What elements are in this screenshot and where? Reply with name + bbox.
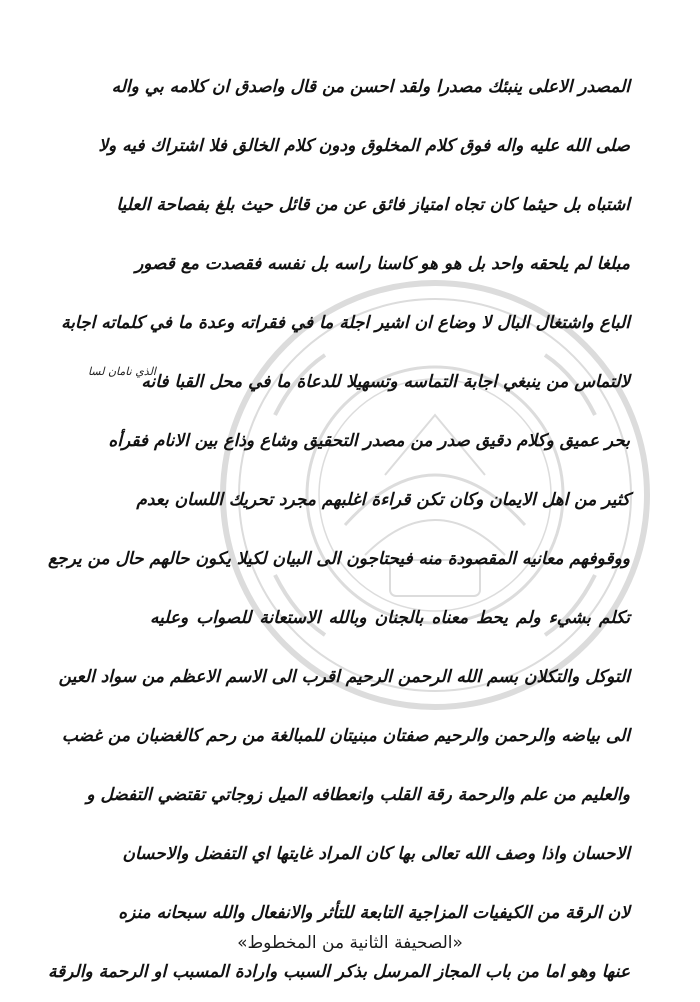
margin-note: الذي نامان لسا: [87, 365, 156, 378]
manuscript-line: الى بياضه والرحمن والرحيم صفتان مبنيتان للمبالغة من رحم كالغضبان من غضب: [61, 726, 630, 746]
manuscript-line: الاحسان واذا وصف الله تعالى بها كان المراد غايتها اي التفضل والاحسان: [122, 844, 630, 864]
manuscript-line: عنها وهو اما من باب المجاز المرسل بذكر السبب وارادة المسبب او الرحمة والرقة: [48, 962, 630, 982]
manuscript-line: كثير من اهل الايمان وكان تكن قراءة اغلبهم مجرد تحريك اللسان بعدم: [136, 490, 630, 510]
manuscript-line: صلى الله عليه واله فوق كلام المخلوق ودون كلام الخالق فلا اشتراك فيه ولا: [98, 136, 630, 156]
manuscript-line: الباع واشتغال البال لا وضاع ان اشير اجلة ما في فقراته وعدة ما في كلماته اجابة: [61, 313, 630, 333]
manuscript-line: ووقوفهم معانيه المقصودة منه فيحتاجون الى البيان لكيلا يكون حالهم حال من يرجع: [48, 549, 630, 569]
manuscript-line: المصدر الاعلى ينبئك مصدرا ولقد احسن من قال واصدق ان كلامه بي واله: [111, 77, 630, 97]
manuscript-line: والعليم من علم والرحمة رقة القلب وانعطافه الميل زوجاتي تقتضي التفضل و: [86, 785, 630, 805]
manuscript-line: التوكل والتكلان بسم الله الرحمن الرحيم اقرب الى الاسم الاعظم من سواد العين: [58, 667, 630, 687]
page-caption: «الصحيفة الثانية من المخطوط»: [237, 933, 463, 953]
manuscript-line: مبلغا لم يلحقه واحد بل هو هو كاسنا راسه بل نفسه فقصدت مع قصور: [135, 254, 630, 274]
manuscript-line: اشتباه بل حيثما كان تجاه امتياز فائق عن من قائل حيث بلغ بفصاحة العليا: [116, 195, 630, 215]
manuscript-line: بحر عميق وكلام دقيق صدر من مصدر التحقيق وشاع وذاع بين الانام فقرأه: [108, 431, 630, 451]
manuscript-line: لان الرقة من الكيفيات المزاجية التابعة للتأثر والانفعال والله سبحانه منزه: [118, 903, 630, 923]
manuscript-line: لالتماس من ينبغي اجابة التماسه وتسهيلا للدعاة ما في محل القبا فانه: [141, 372, 630, 392]
manuscript-line: تكلم بشيء ولم يحط معناه بالجنان وبالله الاستعانة للصواب وعليه: [150, 608, 630, 628]
